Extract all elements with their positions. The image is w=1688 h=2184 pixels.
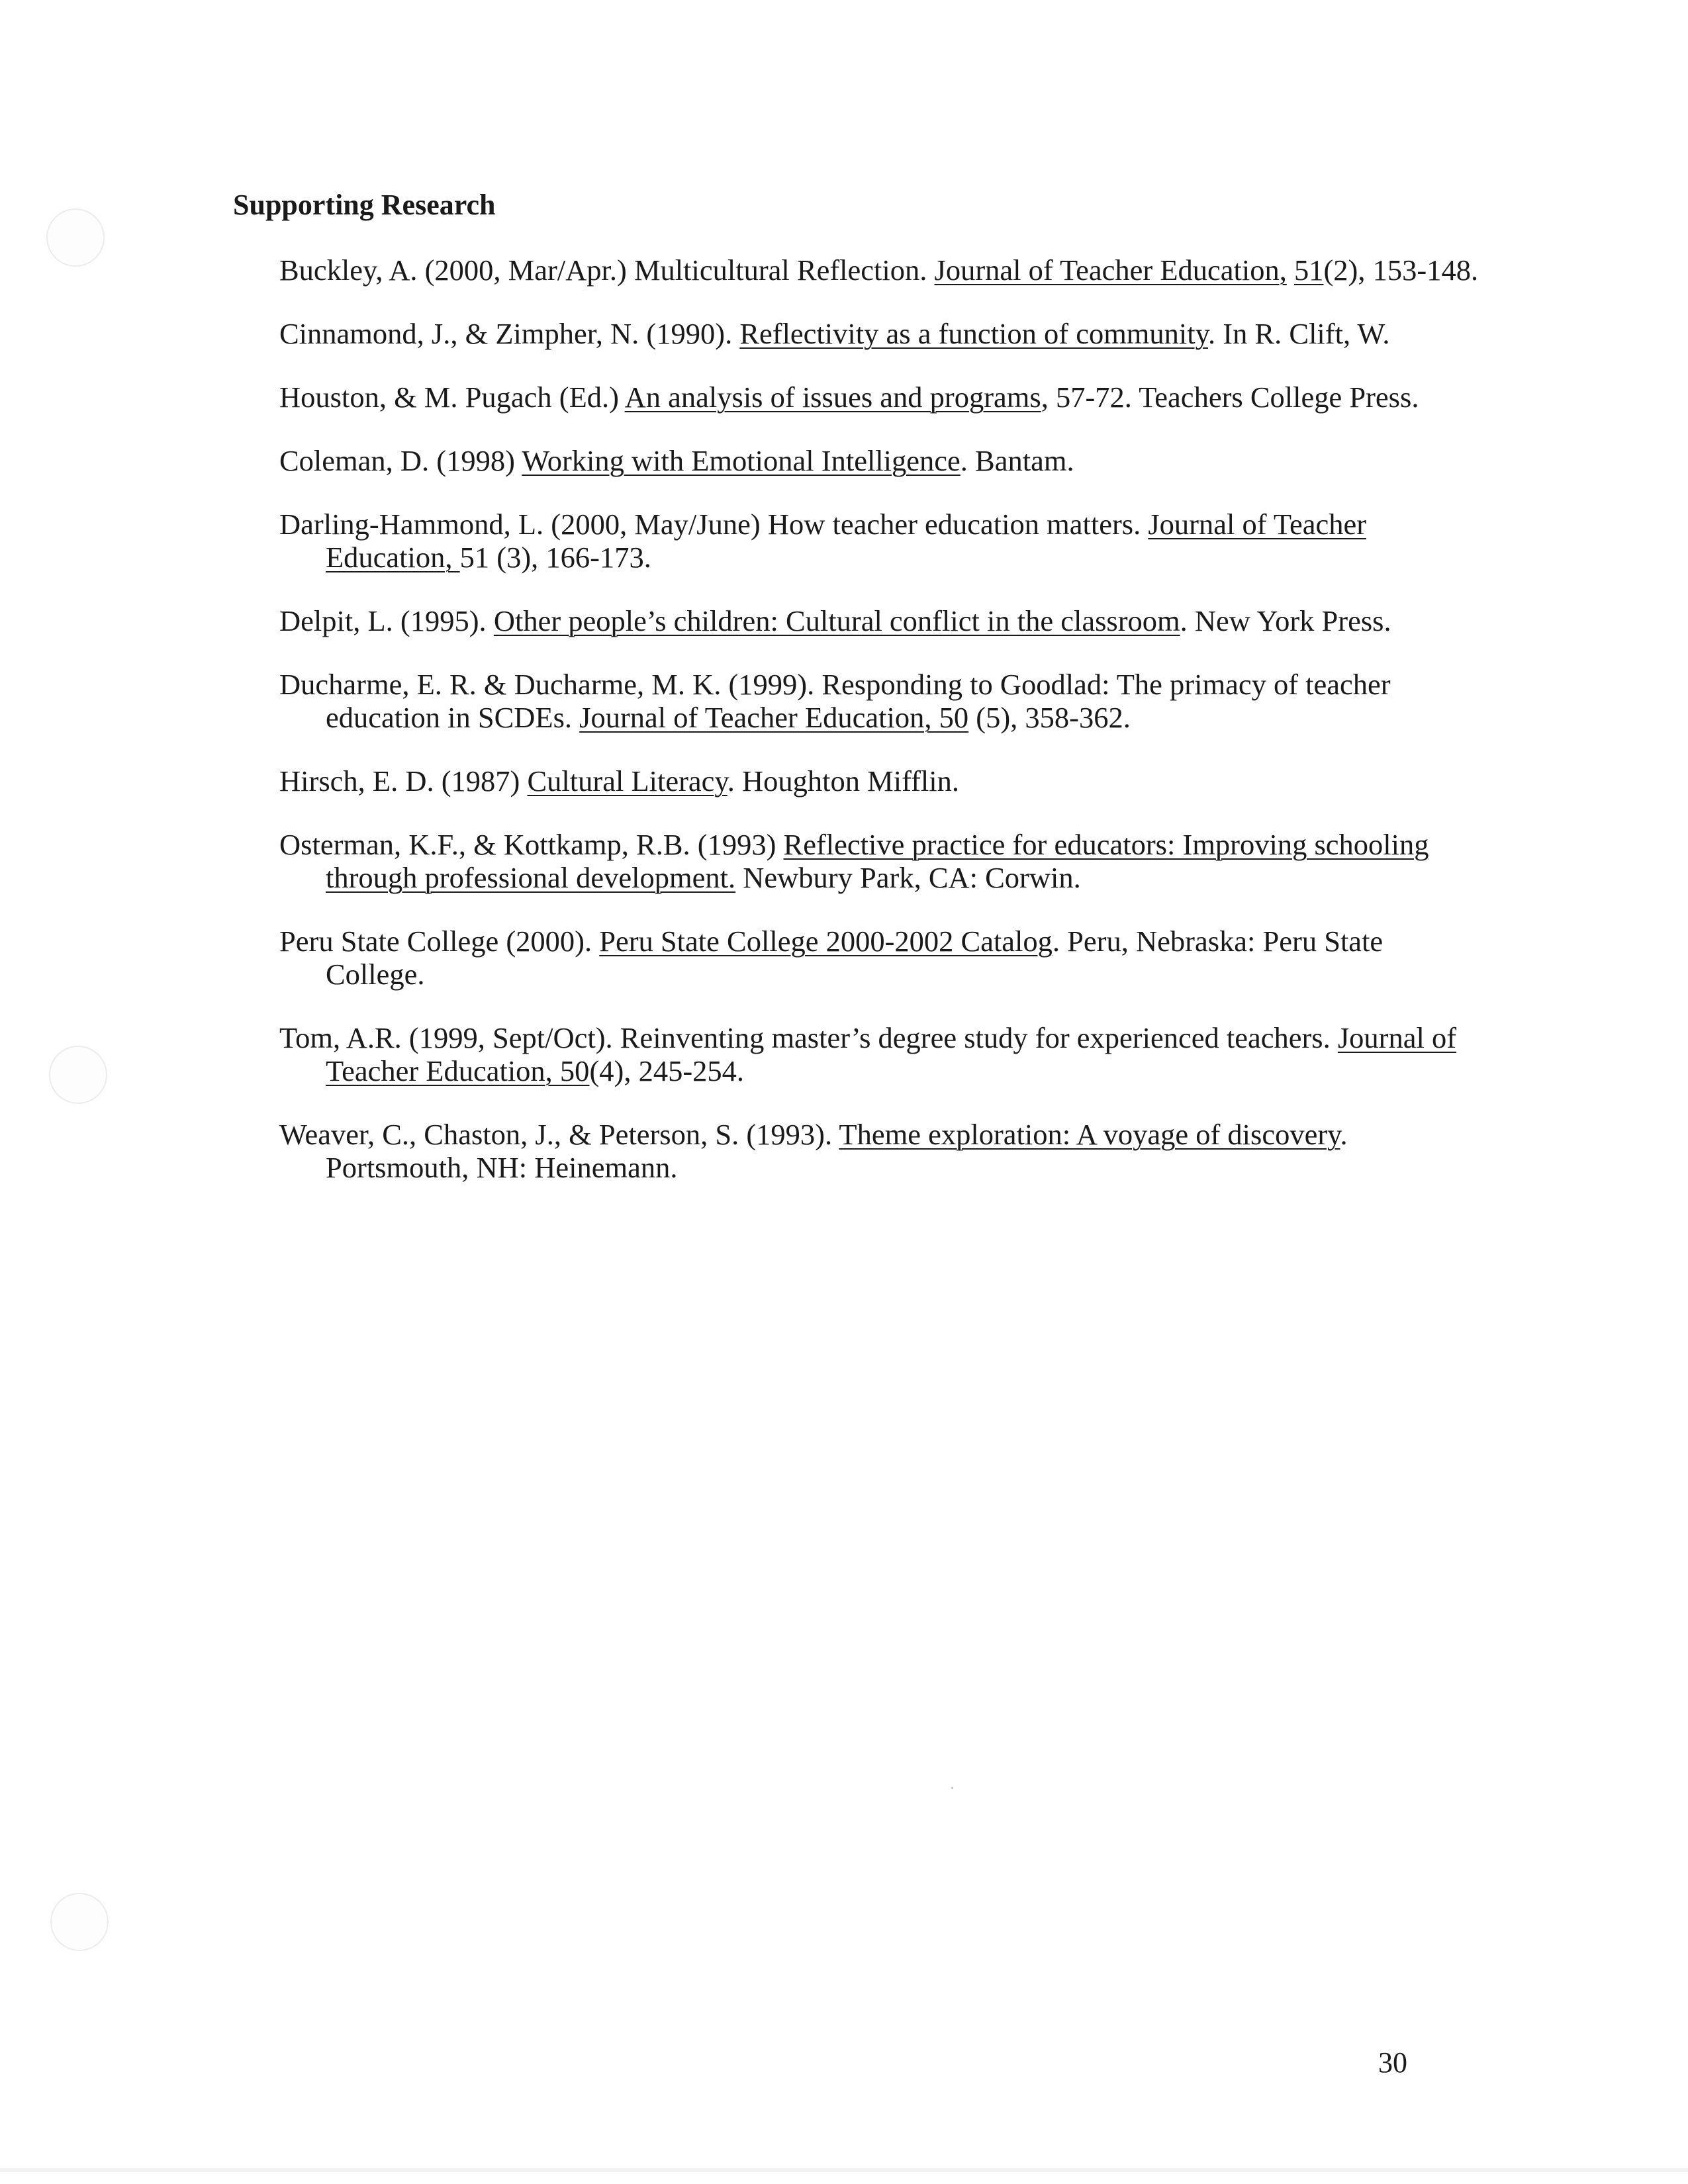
punch-hole-middle <box>49 1046 107 1104</box>
reference-text: . Houghton Mifflin. <box>727 764 960 797</box>
reference-text: . New York Press. <box>1180 604 1391 637</box>
reference-text: 51 (3), 166-173. <box>459 541 651 574</box>
reference-text: Buckley, A. (2000, Mar/Apr.) Multicultural Reflection. <box>279 253 935 287</box>
punch-hole-bottom <box>50 1893 109 1951</box>
reference-text: . In R. Clift, W. <box>1208 317 1390 350</box>
reference-text: Delpit, L. (1995). <box>279 604 494 637</box>
reference-entry <box>279 668 1484 734</box>
reference-title-underlined: Journal of Teacher Education, <box>934 253 1287 287</box>
reference-text: Newbury Park, CA: Corwin. <box>735 861 1081 894</box>
reference-title-underlined: Journal of Teacher Education, <box>326 508 1367 574</box>
reference-text: Peru State College (2000). <box>279 925 600 958</box>
reference-text: . Peru, Nebraska: Peru State College. <box>326 925 1383 991</box>
reference-title-underlined: Journal of Teacher Education, 50 <box>326 1021 1457 1087</box>
reference-text <box>1287 253 1294 287</box>
reference-entry <box>279 1021 1484 1087</box>
reference-entry <box>279 828 1484 894</box>
scan-bottom-edge <box>0 2168 1688 2172</box>
reference-title-underlined: Peru State College 2000-2002 Catalog <box>599 925 1053 958</box>
reference-title-underlined: An analysis of issues and programs <box>624 381 1041 414</box>
reference-text: (4), 245-254. <box>589 1054 745 1087</box>
reference-list <box>279 253 1484 1214</box>
reference-title-underlined: Reflectivity as a function of community <box>739 317 1209 350</box>
reference-text: (2), 153-148. <box>1323 253 1479 287</box>
reference-title-underlined: Cultural Literacy <box>527 764 727 797</box>
reference-text: Osterman, K.F., & Kottkamp, R.B. (1993) <box>279 828 784 861</box>
reference-text: . Bantam. <box>960 444 1074 477</box>
reference-title-underlined: 51 <box>1293 253 1324 287</box>
page-number: 30 <box>1378 2046 1407 2079</box>
reference-entry <box>279 444 1484 477</box>
reference-title-underlined: Journal of Teacher Education, 50 <box>579 701 969 734</box>
reference-entry <box>279 1118 1484 1184</box>
reference-title-underlined: Other people’s children: Cultural conflict in the classroom <box>493 604 1180 637</box>
reference-entry <box>279 317 1484 350</box>
reference-entry <box>279 604 1484 637</box>
reference-text: (5), 358-362. <box>968 701 1131 734</box>
reference-entry <box>279 508 1484 574</box>
scan-speck <box>951 1787 953 1789</box>
reference-text: Ducharme, E. R. & Ducharme, M. K. (1999). Responding to Goodlad: The primacy of teacher education in SCDEs. <box>279 668 1391 734</box>
reference-text: , 57-72. Teachers College Press. <box>1041 381 1419 414</box>
reference-entry <box>279 764 1484 797</box>
reference-text: Weaver, C., Chaston, J., & Peterson, S. (1993). <box>279 1118 839 1151</box>
reference-entry <box>279 381 1484 414</box>
reference-title-underlined: Theme exploration: A voyage of discovery <box>839 1118 1340 1151</box>
reference-title-underlined: Reflective practice for educators: Improving schooling through professional development. <box>326 828 1429 894</box>
reference-text: Cinnamond, J., & Zimpher, N. (1990). <box>279 317 740 350</box>
reference-title-underlined: Working with Emotional Intelligence <box>522 444 961 477</box>
reference-entry <box>279 925 1484 991</box>
reference-text: Darling-Hammond, L. (2000, May/June) How teacher education matters. <box>279 508 1149 541</box>
reference-text: Hirsch, E. D. (1987) <box>279 764 528 797</box>
reference-text: Houston, & M. Pugach (Ed.) <box>279 381 625 414</box>
reference-text: . Portsmouth, NH: Heinemann. <box>326 1118 1348 1184</box>
section-heading: Supporting Research <box>233 189 496 221</box>
reference-entry <box>279 253 1484 287</box>
punch-hole-top <box>46 208 105 267</box>
reference-text: Tom, A.R. (1999, Sept/Oct). Reinventing master’s degree study for experienced teachers. <box>279 1021 1338 1054</box>
reference-text: Coleman, D. (1998) <box>279 444 522 477</box>
